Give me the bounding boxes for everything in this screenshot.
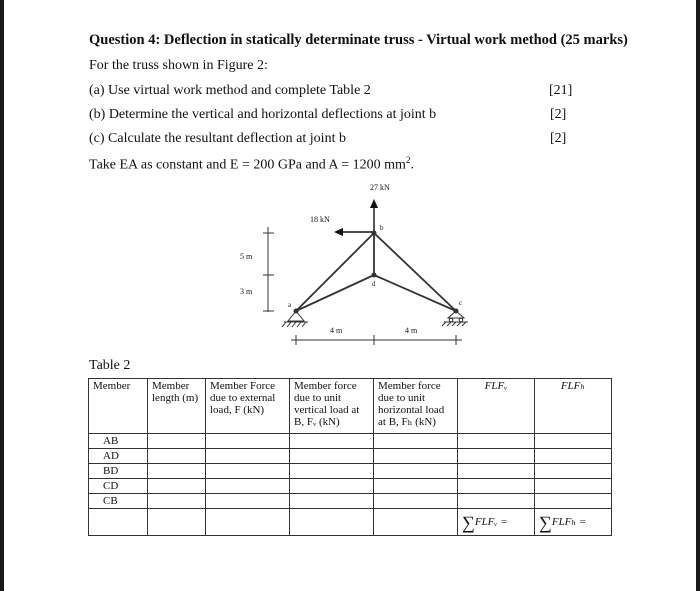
table-sum-row — [89, 509, 612, 536]
vertical-load-arrow — [370, 199, 378, 231]
blank-cell — [374, 479, 458, 494]
member-name-cell: CD — [89, 479, 148, 494]
blank-cell — [374, 509, 458, 536]
header-flfv: FLFᵥ — [458, 379, 535, 434]
table-header-row — [89, 379, 612, 434]
joint-d — [372, 273, 377, 278]
member-name-cell: AD — [89, 449, 148, 464]
table-row — [89, 464, 612, 479]
header-length: Member length (m) — [148, 379, 206, 434]
sum-flfv-cell — [458, 509, 535, 536]
table-row — [89, 434, 612, 449]
blank-cell — [535, 494, 612, 509]
sum-flfh-cell — [535, 509, 612, 536]
blank-cell — [458, 479, 535, 494]
horizontal-load-arrow — [334, 228, 372, 236]
member-name-cell: BD — [89, 464, 148, 479]
sigma-icon: ∑ — [539, 512, 552, 533]
pin-support-a — [282, 311, 308, 327]
part-a-text: (a) Use virtual work method and complete Table 2 — [89, 83, 371, 98]
blank-cell — [290, 494, 374, 509]
member-cb — [374, 233, 456, 311]
blank-cell — [148, 479, 206, 494]
given-values-superscript: 2 — [405, 155, 411, 165]
blank-cell — [206, 509, 290, 536]
given-values-period: . — [410, 157, 414, 173]
blank-cell — [290, 509, 374, 536]
member-cd — [374, 275, 456, 311]
blank-cell — [206, 434, 290, 449]
blank-cell — [148, 494, 206, 509]
blank-cell — [290, 449, 374, 464]
blank-cell — [290, 479, 374, 494]
blank-cell — [374, 434, 458, 449]
dim-3m-label: 3 m — [240, 287, 253, 296]
dim-right-4m-label: 4 m — [405, 326, 418, 335]
part-c-text: (c) Calculate the resultant deflection at joint b — [89, 131, 346, 146]
load-18kn-label: 18 kN — [310, 215, 330, 224]
header-force-unit-vertical: Member force due to unit vertical load at B, Fᵥ (kN) — [290, 379, 374, 434]
blank-cell — [148, 509, 206, 536]
blank-cell — [206, 464, 290, 479]
blank-cell — [458, 434, 535, 449]
question-title: Question 4: Deflection in statically determinate truss - Virtual work method (25 marks) — [89, 32, 628, 48]
sum-flfh-label: FLFₕ = — [551, 515, 587, 528]
blank-cell — [458, 464, 535, 479]
blank-cell — [535, 434, 612, 449]
joint-b — [372, 231, 377, 236]
member-name-cell: CB — [89, 494, 148, 509]
blank-cell — [374, 449, 458, 464]
blank-cell — [148, 464, 206, 479]
given-values-text: Take EA as constant and E = 200 GPa and A = 1200 mm — [89, 157, 406, 173]
blank-cell — [290, 464, 374, 479]
node-d-label: d — [372, 280, 376, 288]
table-row — [89, 494, 612, 509]
span-dimension — [291, 335, 462, 345]
load-27kn-label: 27 kN — [370, 183, 390, 192]
member-name-cell: AB — [89, 434, 148, 449]
blank-cell — [535, 464, 612, 479]
blank-cell — [148, 434, 206, 449]
blank-cell — [148, 449, 206, 464]
blank-cell — [374, 464, 458, 479]
table-row — [89, 449, 612, 464]
header-force-external: Member Force due to external load, F (kN) — [206, 379, 290, 434]
dim-5m-label: 5 m — [240, 252, 253, 261]
part-b-text: (b) Determine the vertical and horizontal deflections at joint b — [89, 107, 437, 122]
node-b-label: b — [380, 224, 384, 232]
node-a-label: a — [288, 301, 292, 309]
header-force-unit-horizontal: Member force due to unit horizontal load at B, Fₕ (kN) — [374, 379, 458, 434]
sigma-icon: ∑ — [462, 512, 475, 533]
member-ab — [296, 233, 374, 311]
dim-left-4m-label: 4 m — [330, 326, 343, 335]
header-flfh: FLFₕ — [535, 379, 612, 434]
blank-cell — [206, 479, 290, 494]
blank-cell — [206, 449, 290, 464]
blank-cell — [89, 509, 148, 536]
blank-cell — [290, 434, 374, 449]
blank-cell — [535, 479, 612, 494]
question-intro: For the truss shown in Figure 2: — [89, 58, 268, 73]
node-c-label: c — [459, 299, 463, 307]
part-a-marks: [21] — [549, 83, 573, 98]
blank-cell — [535, 449, 612, 464]
height-dimension — [263, 227, 274, 312]
blank-cell — [458, 494, 535, 509]
part-b-marks: [2] — [550, 107, 567, 122]
table-caption: Table 2 — [89, 358, 131, 373]
part-c-marks: [2] — [550, 131, 567, 146]
table-row — [89, 479, 612, 494]
table-2 — [88, 378, 612, 536]
header-member: Member — [89, 379, 148, 434]
blank-cell — [458, 449, 535, 464]
sum-flfv-label: FLFᵥ = — [474, 515, 508, 528]
member-ad — [296, 275, 374, 311]
blank-cell — [374, 494, 458, 509]
blank-cell — [206, 494, 290, 509]
